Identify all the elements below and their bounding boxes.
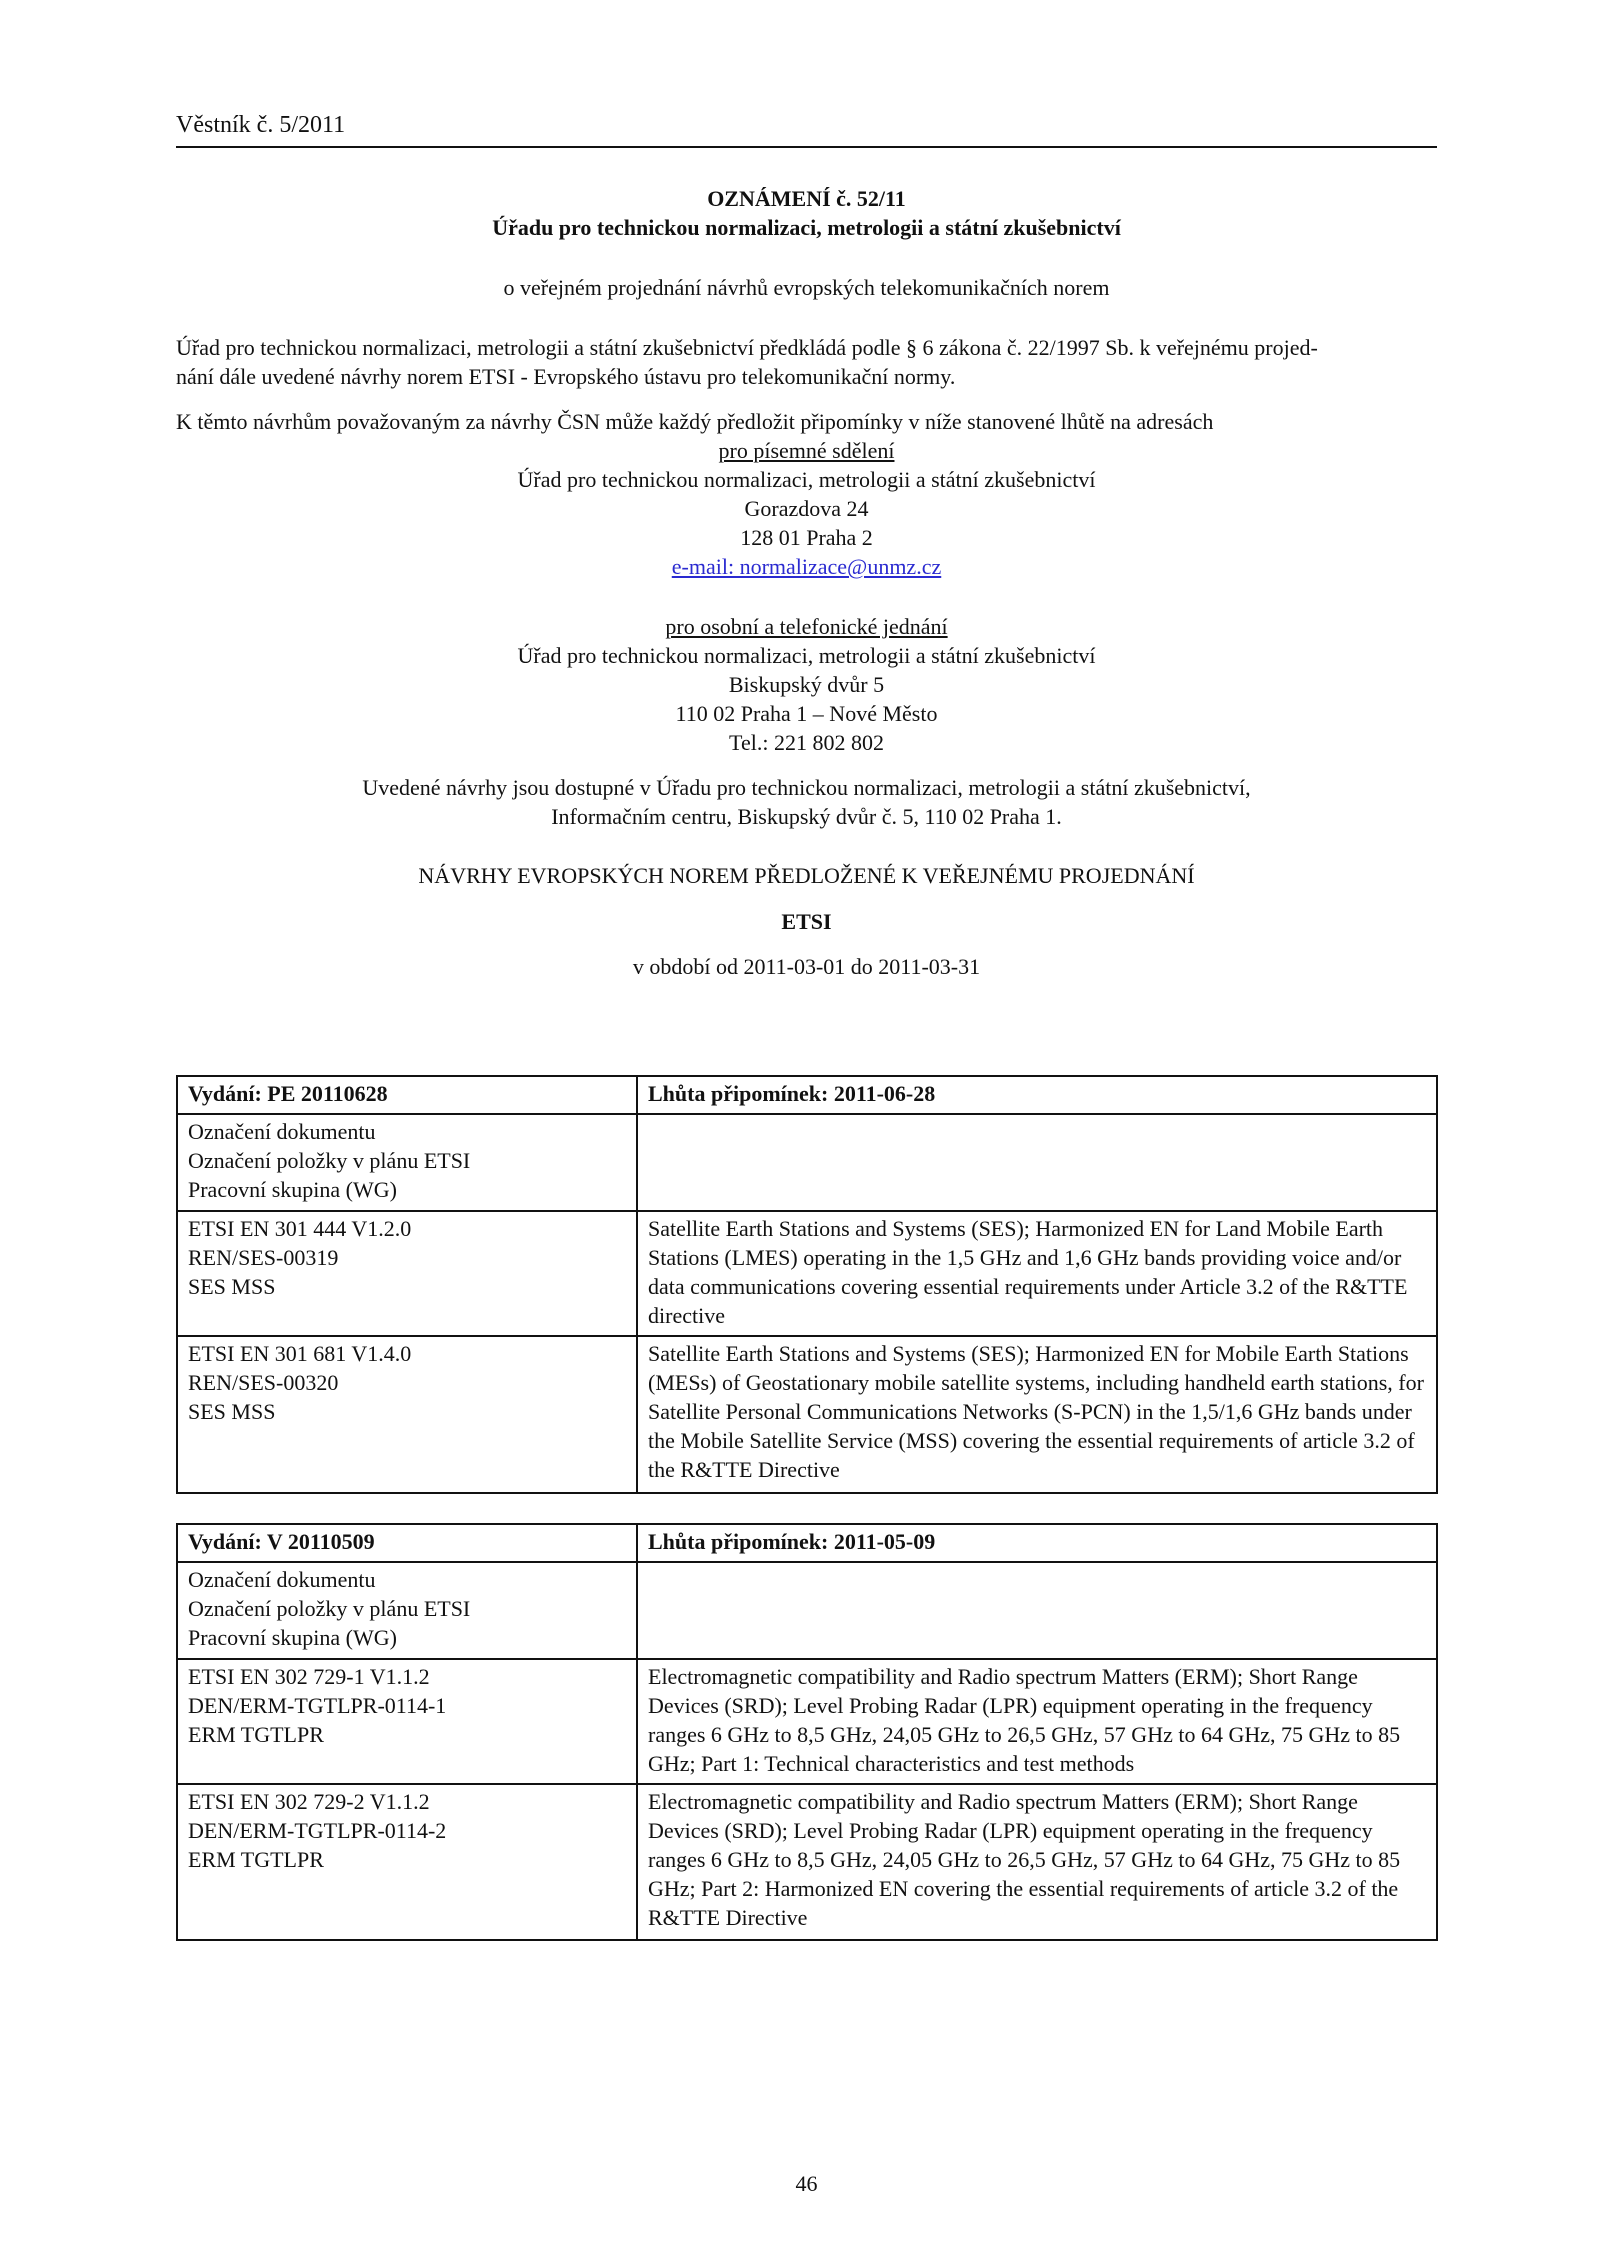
address-line: Úřad pro technickou normalizaci, metrologii a státní zkušebnictví xyxy=(517,467,1096,492)
section-org: ETSI xyxy=(781,909,832,934)
description: Satellite Earth Stations and Systems (SES); Harmonized EN for Mobile Earth Stations (MESs) of Geostationary mobile satellite systems, including handheld earth stations, for Satellite Personal Communications Networks (S-PCN) in the 1,5/1,6 GHz bands under the Mobile Satellite Service (MSS) covering the essential requirements of article 3.2 of the R&TTE Directive xyxy=(637,1336,1437,1493)
work-item-id: REN/SES-00319 xyxy=(188,1245,339,1270)
legend-item: Pracovní skupina (WG) xyxy=(188,1625,397,1650)
work-item-id: DEN/ERM-TGTLPR-0114-2 xyxy=(188,1818,447,1843)
section-title: NÁVRHY EVROPSKÝCH NOREM PŘEDLOŽENÉ K VEŘEJNÉMU PROJEDNÁNÍ xyxy=(418,863,1195,888)
journal-header: Věstník č. 5/2011 xyxy=(176,112,346,138)
availability-line: Informačním centru, Biskupský dvůr č. 5, 110 02 Praha 1. xyxy=(551,804,1062,829)
table-row xyxy=(177,1211,1437,1336)
intro-line: nání dále uvedené návrhy norem ETSI - Evropského ústavu pro telekomunikační normy. xyxy=(176,364,956,389)
address-line: Tel.: 221 802 802 xyxy=(729,730,884,755)
working-group: ERM TGTLPR xyxy=(188,1722,324,1747)
address-line: Biskupský dvůr 5 xyxy=(728,672,885,697)
table-legend-row xyxy=(177,1562,1437,1659)
table-row xyxy=(177,1659,1437,1784)
table-header-row xyxy=(177,1076,1437,1114)
section-period: v období od 2011-03-01 do 2011-03-31 xyxy=(632,954,981,979)
description: Electromagnetic compatibility and Radio spectrum Matters (ERM); Short Range Devices (SRD); Level Probing Radar (LPR) equipment operating in the frequency ranges 6 GHz to 8,5 GHz, 24,05 GHz to 26,5 GHz, 57 GHz to 64 GHz, 75 GHz to 85 GHz; Part 2: Harmonized EN covering the essential requirements of article 3.2 of the R&TTE Directive xyxy=(637,1784,1437,1940)
header-rule xyxy=(176,146,1437,148)
legend-item: Označení položky v plánu ETSI xyxy=(188,1596,471,1621)
availability-note xyxy=(176,773,1437,831)
work-item-id: REN/SES-00320 xyxy=(188,1370,339,1395)
working-group: SES MSS xyxy=(188,1399,276,1424)
document-id: ETSI EN 301 681 V1.4.0 xyxy=(188,1341,412,1366)
legend-item: Označení položky v plánu ETSI xyxy=(188,1148,471,1173)
table-header-row xyxy=(177,1524,1437,1562)
document-id: ETSI EN 302 729-1 V1.1.2 xyxy=(188,1664,430,1689)
availability-line: Uvedené návrhy jsou dostupné v Úřadu pro technickou normalizaci, metrologii a státní zkušebnictví, xyxy=(362,775,1251,800)
email-link[interactable]: e-mail: normalizace@unmz.cz xyxy=(671,554,942,579)
address-written-heading: pro písemné sdělení xyxy=(718,438,895,463)
deadline-cell: Lhůta připomínek: 2011-06-28 xyxy=(637,1076,1437,1114)
legend-item: Označení dokumentu xyxy=(188,1119,376,1144)
address-personal xyxy=(176,612,1437,757)
notice-title: OZNÁMENÍ č. 52/11 xyxy=(707,186,906,211)
deadline-cell: Lhůta připomínek: 2011-05-09 xyxy=(637,1524,1437,1562)
intro-paragraph xyxy=(176,333,1437,391)
address-line: 110 02 Praha 1 – Nové Město xyxy=(675,701,938,726)
table-legend-row xyxy=(177,1114,1437,1211)
document-id: ETSI EN 301 444 V1.2.0 xyxy=(188,1216,412,1241)
table-row xyxy=(177,1784,1437,1940)
working-group: SES MSS xyxy=(188,1274,276,1299)
work-item-id: DEN/ERM-TGTLPR-0114-1 xyxy=(188,1693,447,1718)
intro-line: Úřad pro technickou normalizaci, metrologii a státní zkušebnictví předkládá podle § 6 zákona č. 22/1997 Sb. k veřejnému projed- xyxy=(176,335,1318,360)
legend-item: Označení dokumentu xyxy=(188,1567,376,1592)
address-line: Úřad pro technickou normalizaci, metrologii a státní zkušebnictví xyxy=(517,643,1096,668)
notice-subtitle: Úřadu pro technickou normalizaci, metrologii a státní zkušebnictví xyxy=(492,215,1121,240)
standards-table-2 xyxy=(176,1523,1438,1941)
page-number: 46 xyxy=(795,2171,818,2196)
standards-table-1 xyxy=(176,1075,1438,1494)
comments-paragraph: K těmto návrhům považovaným za návrhy ČSN může každý předložit připomínky v níže stanovené lhůtě na adresách xyxy=(176,409,1214,434)
issue-cell: Vydání: V 20110509 xyxy=(177,1524,637,1562)
legend-item: Pracovní skupina (WG) xyxy=(188,1177,397,1202)
address-personal-heading: pro osobní a telefonické jednání xyxy=(665,614,948,639)
address-line: 128 01 Praha 2 xyxy=(740,525,873,550)
address-line: Gorazdova 24 xyxy=(744,496,869,521)
notice-topic: o veřejném projednání návrhů evropských telekomunikačních norem xyxy=(503,275,1110,300)
address-written xyxy=(176,436,1437,581)
description: Satellite Earth Stations and Systems (SES); Harmonized EN for Land Mobile Earth Stations (LMES) operating in the 1,5 GHz and 1,6 GHz bands providing voice and/or data communications covering essential requirements under Article 3.2 of the R&TTE directive xyxy=(637,1211,1437,1336)
issue-cell: Vydání: PE 20110628 xyxy=(177,1076,637,1114)
description: Electromagnetic compatibility and Radio spectrum Matters (ERM); Short Range Devices (SRD); Level Probing Radar (LPR) equipment operating in the frequency ranges 6 GHz to 8,5 GHz, 24,05 GHz to 26,5 GHz, 57 GHz to 64 GHz, 75 GHz to 85 GHz; Part 1: Technical characteristics and test methods xyxy=(637,1659,1437,1784)
working-group: ERM TGTLPR xyxy=(188,1847,324,1872)
table-row xyxy=(177,1336,1437,1493)
document-id: ETSI EN 302 729-2 V1.1.2 xyxy=(188,1789,430,1814)
notice-heading xyxy=(176,184,1437,242)
